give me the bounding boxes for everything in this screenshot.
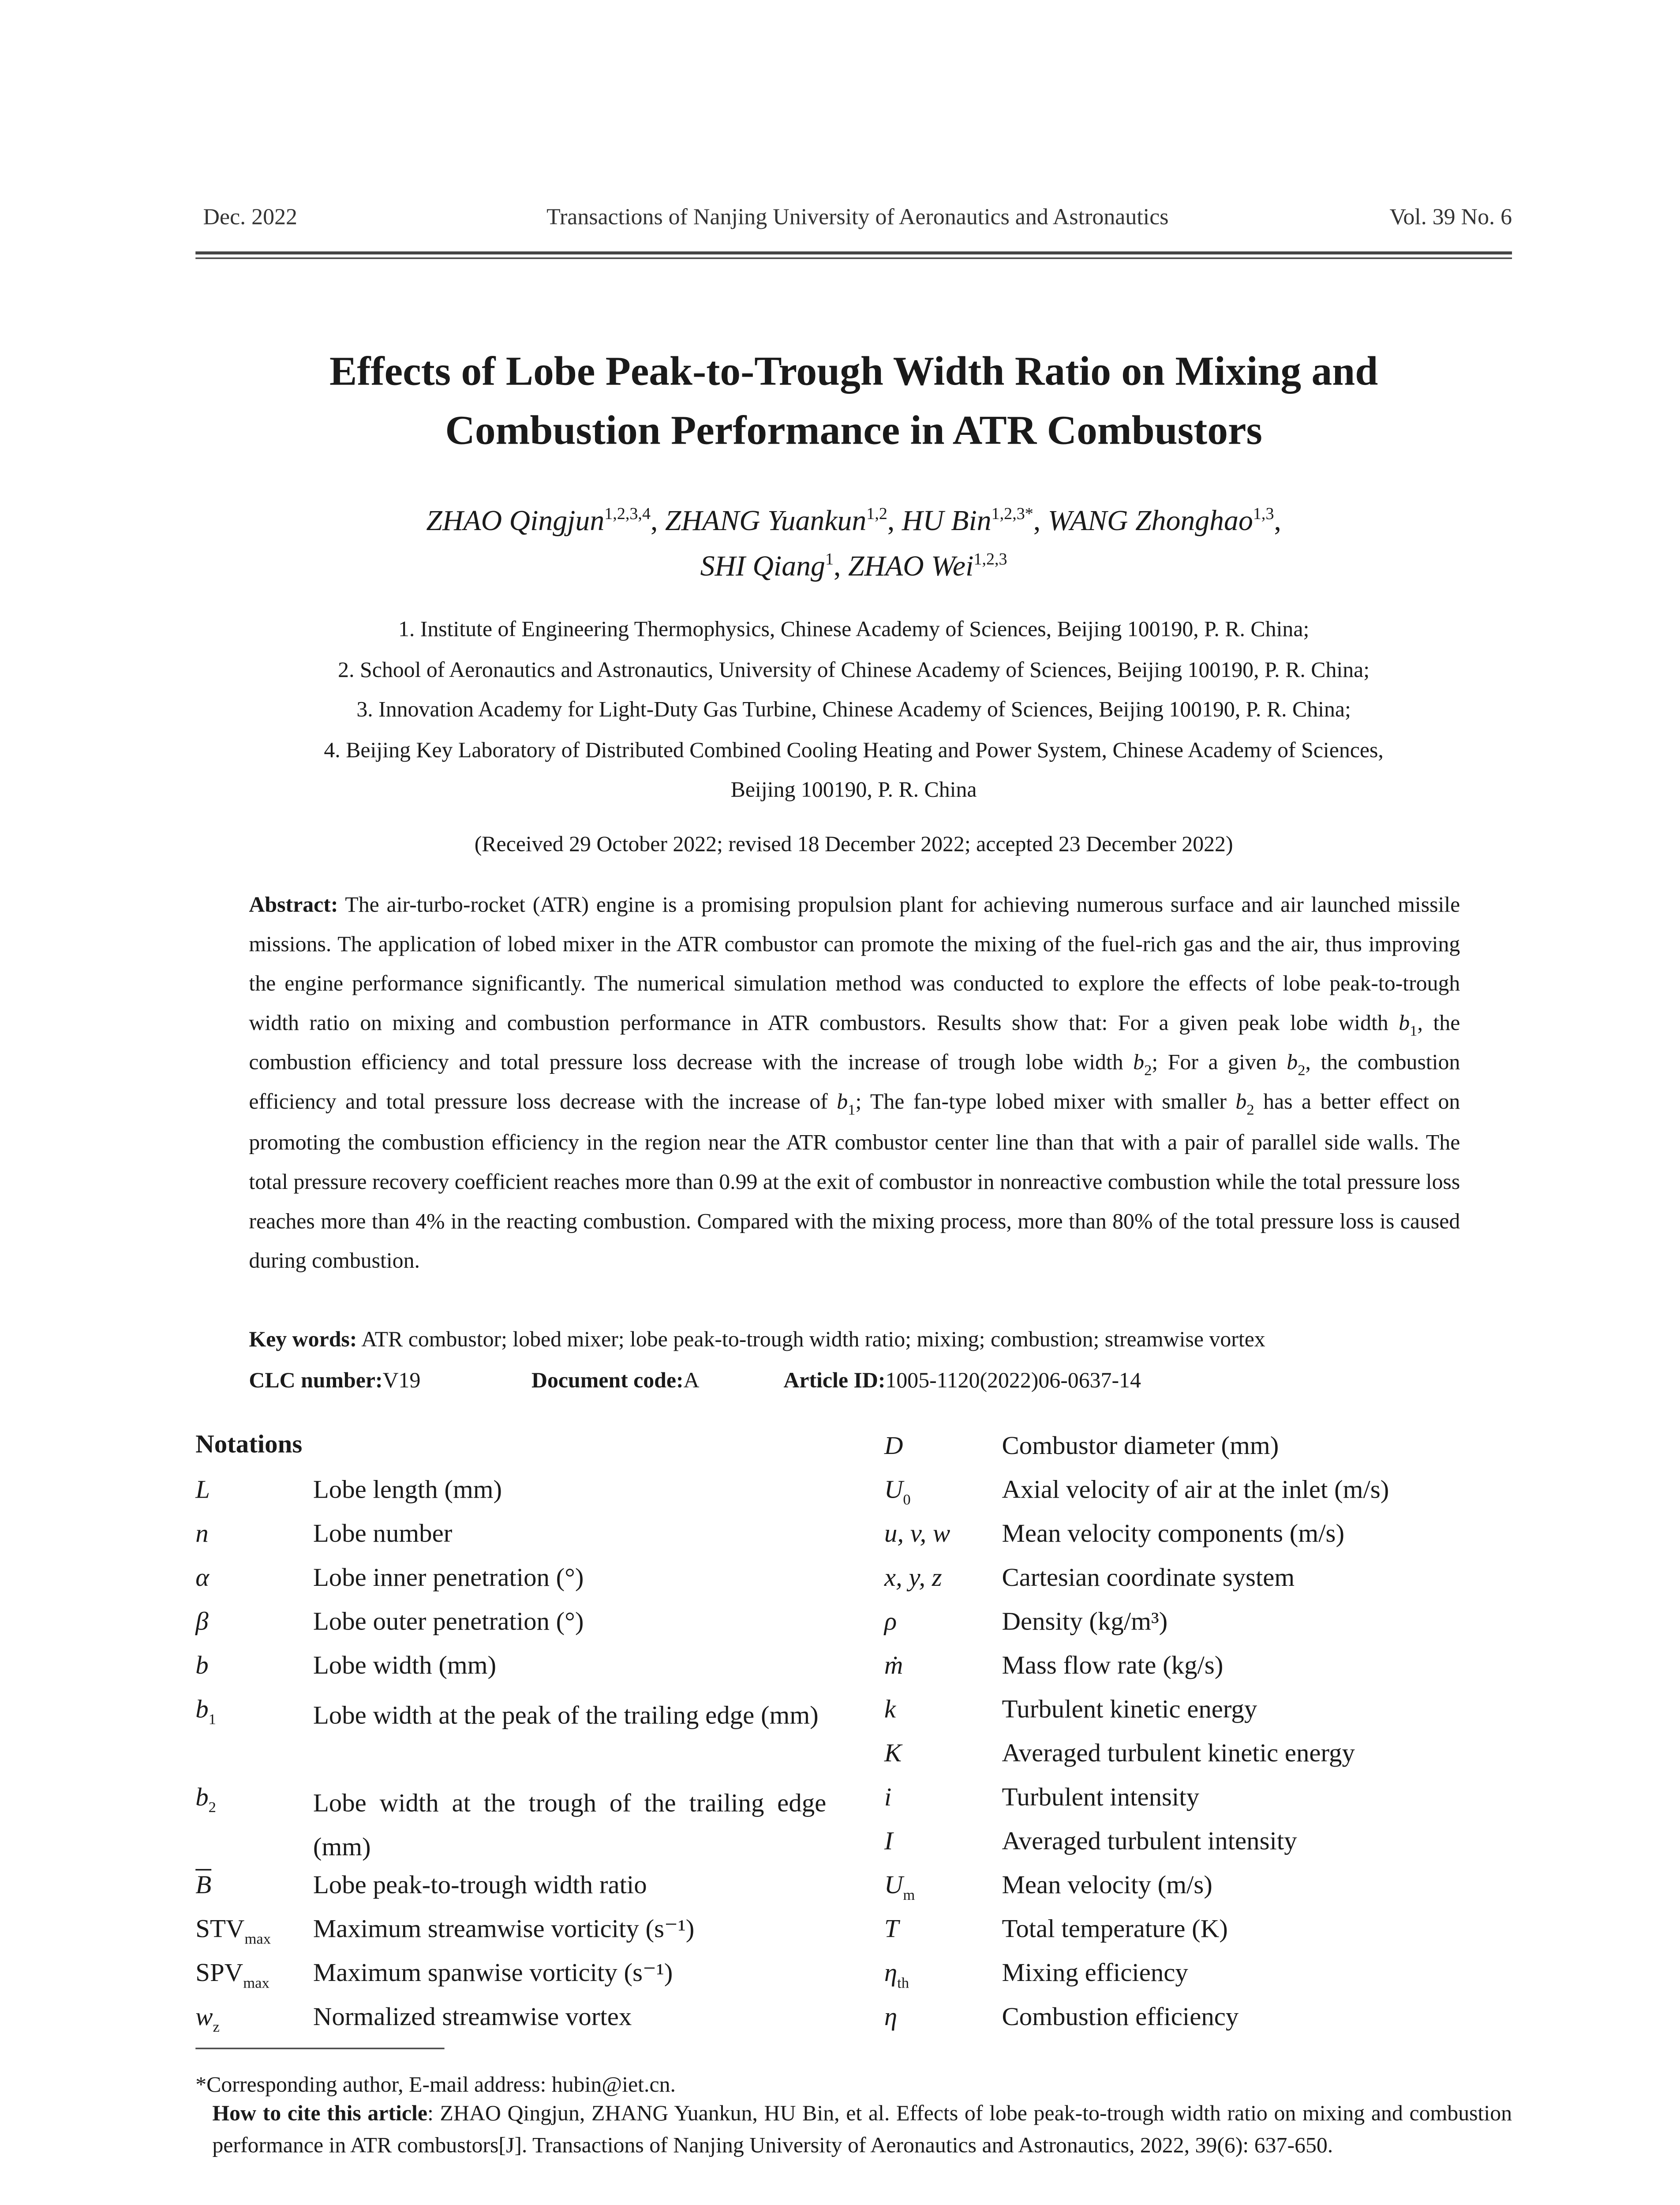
symbol-b2: b [1287, 1051, 1298, 1076]
abstract-text: ; For a given [1152, 1051, 1287, 1076]
notation-symbol: α [195, 1563, 210, 1592]
notation-desc: Lobe peak-to-trough width ratio [313, 1870, 647, 1899]
corresponding-author-note: *Corresponding author, E-mail address: hubin@iet.cn. [195, 2073, 676, 2098]
notation-symbol [195, 1693, 216, 1727]
symbol-b1-sub: 1 [848, 1103, 856, 1120]
symbol-b2-sub: 2 [1144, 1063, 1152, 1080]
author-affil-sup: 1 [825, 550, 834, 569]
abstract-text: The air-turbo-rocket (ATR) engine is a promising propulsion plant for achieving numerous surface and air launched missile missions. The application of lobed mixer in the ATR combustor can promote the mixing of the fuel-rich gas and the air, thus improving the engine performance significantly. The numerical simulation method was conducted to explore the effects of lobe peak-to-trough width ratio on mixing and combustion performance in ATR combustors. Results show that: For a given peak lobe width [249, 893, 1460, 1037]
clc-value: V19 [382, 1369, 421, 1394]
citation-note [212, 2099, 1512, 2163]
volume-number: Vol. 39 No. 6 [1389, 206, 1512, 231]
notation-symbol: K [884, 1738, 902, 1768]
notation-symbol [884, 1957, 909, 1990]
author-sep: , [833, 551, 848, 583]
author-affil-sup: 1,2,3,4 [604, 505, 651, 524]
author-name: HU Bin [902, 506, 992, 538]
notation-symbol-sub: 0 [903, 1492, 911, 1510]
notation-desc: Lobe length (mm) [313, 1475, 502, 1504]
abstract-text: , the combustion efficiency and total pressure loss decrease with the increase of [249, 1051, 1460, 1116]
notation-symbol [195, 1781, 216, 1815]
notation-desc: Cartesian coordinate system [1002, 1563, 1295, 1592]
notation-desc: Mass flow rate (kg/s) [1002, 1651, 1224, 1680]
notation-symbol: n [195, 1519, 209, 1548]
notation-symbol-base: b [195, 1783, 209, 1812]
notation-desc: Mean velocity (m/s) [1002, 1870, 1212, 1899]
author-affil-sup: 1,2 [866, 505, 887, 524]
author-name: ZHAO Wei [848, 551, 974, 583]
notation-symbol [884, 1474, 911, 1510]
affiliation-4-cont: Beijing 100190, P. R. China [730, 779, 977, 804]
article-id-value: 1005-1120(2022)06-0637-14 [885, 1369, 1141, 1394]
notation-desc: Lobe width at the peak of the trailing edge (mm) [313, 1700, 819, 1730]
notation-symbol: I [884, 1826, 893, 1856]
symbol-b2: b [1133, 1051, 1145, 1076]
notation-desc: Lobe width at the trough of the trailing edge (mm) [313, 1789, 827, 1861]
issue-date: Dec. 2022 [203, 206, 298, 231]
affiliation-4: 4. Beijing Key Laboratory of Distributed Combined Cooling Heating and Power System, Chinese Academy of Sciences, [324, 739, 1384, 763]
author-sep: , [1033, 506, 1048, 538]
notation-symbol-base: w [195, 2002, 213, 2031]
notation-symbol-base: STV [195, 1914, 245, 1943]
author-name: SHI Qiang [700, 551, 825, 583]
symbol-b2: b [1235, 1091, 1247, 1116]
notation-desc: Averaged turbulent kinetic energy [1002, 1738, 1355, 1768]
abstract-text: has a better effect on promoting the combustion efficiency in the region near the ATR combustor center line than that with a pair of parallel side walls. The total pressure recovery coefficient reaches more than 0.99 at the exit of combustor in nonreactive combustion while the total pressure loss reaches more than 4% in the reacting combustion. Compared with the mixing process, more than 80% of the total pressure loss is caused during combustion. [249, 1091, 1460, 1274]
author-affil-sup: 1,2,3 [973, 550, 1007, 569]
notation-symbol-base: U [884, 1475, 903, 1504]
title-line-1: Effects of Lobe Peak-to-Trough Width Ratio on Mixing and [329, 348, 1378, 394]
notation-symbol: x, y, z [884, 1563, 942, 1592]
notation-symbol-sub: z [213, 2019, 220, 2037]
author-name: ZHANG Yuankun [665, 506, 867, 538]
notation-desc: Maximum streamwise vorticity (s⁻¹) [313, 1914, 695, 1943]
author-affil-sup: 1,3 [1253, 505, 1274, 524]
notation-desc: Turbulent kinetic energy [1002, 1695, 1257, 1724]
abstract-text: , the combustion efficiency and total pressure loss decrease with the increase of trough lobe width [249, 1012, 1460, 1076]
author-name: WANG Zhonghao [1048, 506, 1253, 538]
notation-symbol-sub: th [897, 1975, 909, 1992]
notation-desc: Lobe width (mm) [313, 1651, 497, 1680]
notation-desc: Axial velocity of air at the inlet (m/s) [1002, 1475, 1389, 1504]
notation-desc: Mean velocity components (m/s) [1002, 1519, 1345, 1548]
notation-symbol-base: U [884, 1870, 903, 1899]
notation-symbol: D [884, 1431, 903, 1460]
article-id-label: Article ID: [783, 1369, 886, 1394]
notation-symbol-base: SPV [195, 1958, 243, 1987]
document-code-value: A [683, 1369, 700, 1394]
document-code-label: Document code: [531, 1369, 684, 1394]
keywords-label: Key words: [249, 1328, 357, 1353]
notation-symbol: L [195, 1475, 210, 1504]
notation-desc: Turbulent intensity [1002, 1783, 1200, 1812]
notation-desc: Lobe inner penetration (°) [313, 1563, 584, 1592]
symbol-b2-sub: 2 [1246, 1103, 1254, 1120]
notation-symbol: u, v, w [884, 1519, 950, 1548]
received-dates: (Received 29 October 2022; revised 18 December 2022; accepted 23 December 2022) [474, 833, 1233, 857]
notation-symbol: T [884, 1914, 899, 1943]
keywords-text: ATR combustor; lobed mixer; lobe peak-to-trough width ratio; mixing; combustion; streamwise vortex [357, 1328, 1265, 1353]
clc-label: CLC number: [249, 1369, 383, 1394]
affiliation-2: 2. School of Aeronautics and Astronautics, University of Chinese Academy of Sciences, Beijing 100190, P. R. China; [338, 658, 1370, 683]
notation-desc: Maximum spanwise vorticity (s⁻¹) [313, 1958, 673, 1987]
notation-symbol-sub: max [244, 1932, 271, 1948]
affiliation-1: 1. Institute of Engineering Thermophysics, Chinese Academy of Sciences, Beijing 100190, P. R. China; [398, 618, 1310, 643]
notation-symbol: $\overline{B}$ [195, 1870, 212, 1899]
notation-symbol-base: η [884, 1958, 898, 1987]
citation-label: How to cite this article [212, 2102, 427, 2127]
symbol-b1: b [837, 1091, 848, 1116]
notation-desc: Total temperature (K) [1002, 1914, 1228, 1943]
notation-symbol: i [884, 1783, 892, 1812]
author-sep: , [651, 506, 665, 538]
author-affil-sup: 1,2,3* [991, 505, 1033, 524]
author-name: ZHAO Qingjun [426, 506, 605, 538]
notation-symbol: k [884, 1695, 896, 1724]
notation-symbol-sub: 1 [208, 1712, 216, 1729]
notation-symbol: η [884, 2002, 898, 2031]
author-sep: , [887, 506, 902, 538]
notation-desc: Combustion efficiency [1002, 2002, 1239, 2031]
symbol-b2-sub: 2 [1298, 1063, 1306, 1080]
notation-desc: Density (kg/m³) [1002, 1607, 1168, 1636]
notation-desc: Averaged turbulent intensity [1002, 1826, 1297, 1856]
symbol-b1: b [1399, 1012, 1410, 1037]
citation-text: : ZHAO Qingjun, ZHANG Yuankun, HU Bin, et al. Effects of lobe peak-to-trough width ratio on mixing and combustion performance in ATR combustors[J]. Transactions of Nanjing University of Aeronautics and Astronautics, 2022, 39(6): 637-650. [212, 2102, 1512, 2159]
affiliation-3: 3. Innovation Academy for Light-Duty Gas Turbine, Chinese Academy of Sciences, Beijing 100190, P. R. China; [356, 698, 1351, 723]
notation-desc: Lobe number [313, 1519, 453, 1548]
abstract-label: Abstract: [249, 893, 338, 918]
notation-desc: Lobe outer penetration (°) [313, 1607, 584, 1636]
symbol-b1-sub: 1 [1410, 1024, 1418, 1041]
notation-desc: Mixing efficiency [1002, 1958, 1188, 1987]
notation-symbol [195, 1957, 269, 1990]
notation-symbol: β [195, 1607, 209, 1636]
footnote-rule [195, 2048, 444, 2049]
notation-symbol: b [195, 1651, 209, 1680]
notation-desc: Normalized streamwise vortex [313, 2002, 632, 2031]
notation-symbol [195, 2001, 220, 2037]
journal-name: Transactions of Nanjing University of Aeronautics and Astronautics [546, 206, 1169, 231]
notation-symbol [195, 1913, 271, 1947]
notation-symbol: ṁ [884, 1651, 903, 1680]
notation-symbol-sub: max [243, 1975, 269, 1992]
notation-symbol [884, 1869, 915, 1905]
notation-symbol-sub: 2 [208, 1800, 216, 1817]
title-line-2: Combustion Performance in ATR Combustors [445, 407, 1262, 453]
abstract-text: ; The fan-type lobed mixer with smaller [855, 1091, 1236, 1116]
notation-symbol-base: b [195, 1695, 209, 1724]
notation-symbol: ρ [884, 1607, 897, 1636]
notations-heading: Notations [195, 1430, 303, 1459]
author-sep: , [1274, 506, 1281, 538]
notation-desc: Combustor diameter (mm) [1002, 1431, 1279, 1460]
notation-symbol-sub: m [903, 1887, 915, 1905]
